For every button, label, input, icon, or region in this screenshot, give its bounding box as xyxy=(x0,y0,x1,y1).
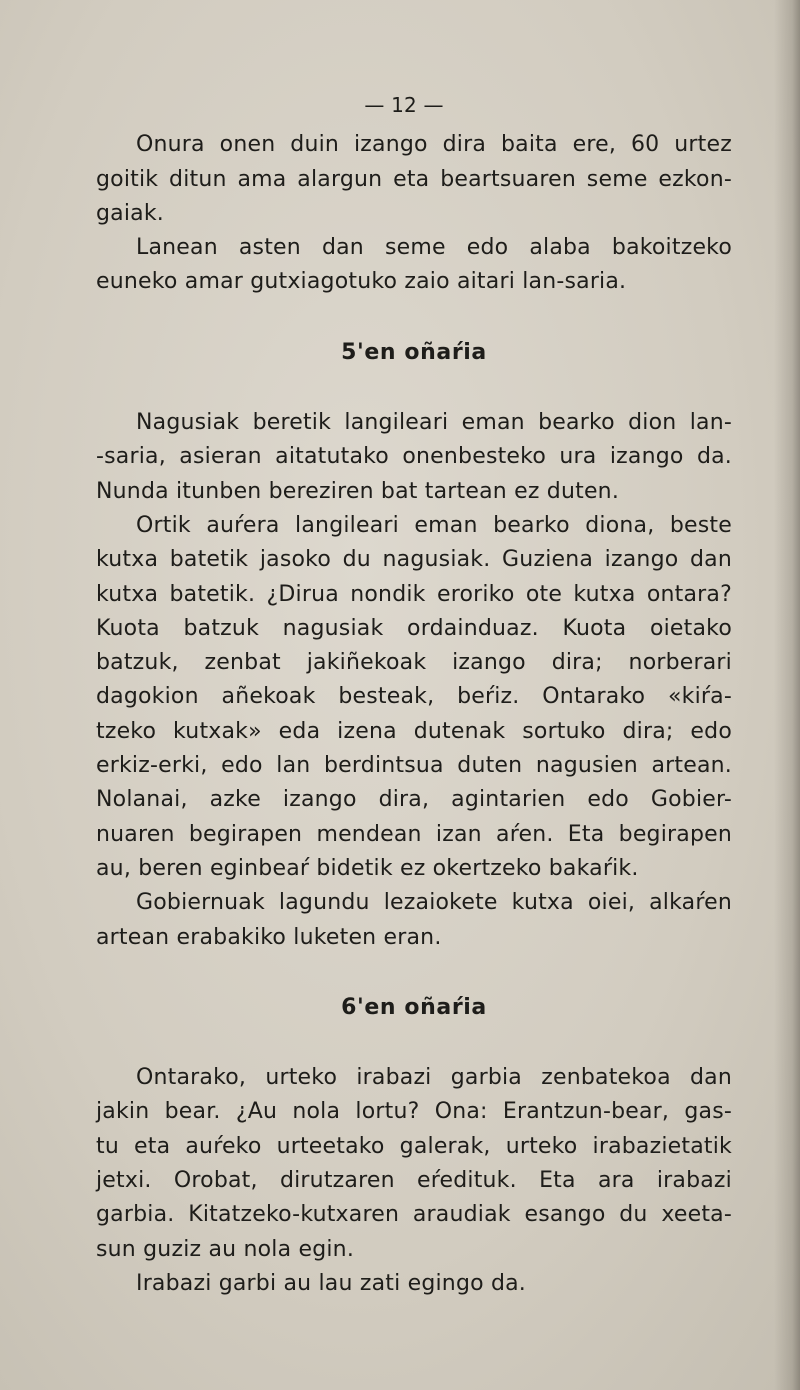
paragraph-gobiernuak xyxy=(96,886,732,955)
text-line: sun guziz au nola egin. xyxy=(96,1236,355,1262)
text-line: kutxa batetik jasoko du nagusiak. Guziena izango dan xyxy=(96,547,732,573)
text-line: goitik ditun ama alargun eta beartsuaren seme ezkon- xyxy=(96,166,732,192)
text-line: euneko amar gutxiagotuko zaio aitari lan-saria. xyxy=(96,269,627,295)
text-line: jetxi. Orobat, dirutzaren eŕedituk. Eta ara irabazi xyxy=(96,1168,732,1194)
text-line: batzuk, zenbat jakiñekoak izango dira; norberari xyxy=(96,650,732,676)
text-line: Nolanai, azke izango dira, agintarien edo Gobier- xyxy=(96,787,732,813)
text-line: Irabazi garbi au lau zati egingo da. xyxy=(136,1270,526,1296)
paragraph-nagusiak xyxy=(96,406,732,509)
text-line: au, beren eginbeaŕ bidetik ez okertzeko bakaŕik. xyxy=(96,855,639,881)
paragraph-ontarako xyxy=(96,1061,732,1267)
paragraph-onura xyxy=(96,128,732,231)
text-line: -saria, asieran aitatutako onenbesteko ura izango da. xyxy=(96,444,732,470)
paragraph-lanean xyxy=(96,231,732,300)
paragraph-irabazi xyxy=(96,1267,732,1301)
paragraph-ortik xyxy=(96,509,732,886)
section-heading-6: 6'en oñaŕia xyxy=(341,994,487,1020)
text-line: Onura onen duin izango dira baita ere, 60 urtez xyxy=(136,132,732,158)
page-number: — 12 — xyxy=(364,93,444,117)
text-line: dagokion añekoak besteak, beŕiz. Ontarako «kiŕa- xyxy=(96,684,732,710)
section-heading-5: 5'en oñaŕia xyxy=(341,339,487,365)
text-line: Ontarako, urteko irabazi garbia zenbatekoa dan xyxy=(136,1065,732,1091)
text-line: garbia. Kitatzeko-kutxaren araudiak esango du xeeta- xyxy=(96,1202,732,1228)
text-line: Lanean asten dan seme edo alaba bakoitzeko xyxy=(136,235,732,261)
text-line: jakin bear. ¿Au nola lortu? Ona: Erantzun-bear, gas- xyxy=(96,1099,732,1125)
text-line: tu eta auŕeko urteetako galerak, urteko irabazietatik xyxy=(96,1133,732,1159)
text-line: Nagusiak beretik langileari eman bearko dion lan- xyxy=(136,410,732,436)
text-line: artean erabakiko luketen eran. xyxy=(96,924,442,950)
text-line: Nunda itunben bereziren bat tartean ez duten. xyxy=(96,478,620,504)
text-line: tzeko kutxak» eda izena dutenak sortuko dira; edo xyxy=(96,718,732,744)
text-line: Gobiernuak lagundu lezaiokete kutxa oiei, alkaŕen xyxy=(136,890,732,916)
text-line: Ortik auŕera langileari eman bearko diona, beste xyxy=(136,512,732,538)
page-text xyxy=(96,88,732,1301)
text-line: Kuota batzuk nagusiak ordainduaz. Kuota oietako xyxy=(96,615,732,641)
text-line: nuaren begirapen mendean izan aŕen. Eta begirapen xyxy=(96,821,732,847)
text-line: erkiz-erki, edo lan berdintsua duten nagusien artean. xyxy=(96,753,732,779)
text-line: kutxa batetik. ¿Dirua nondik eroriko ote kutxa ontara? xyxy=(96,581,732,607)
text-line: gaiak. xyxy=(96,200,164,226)
